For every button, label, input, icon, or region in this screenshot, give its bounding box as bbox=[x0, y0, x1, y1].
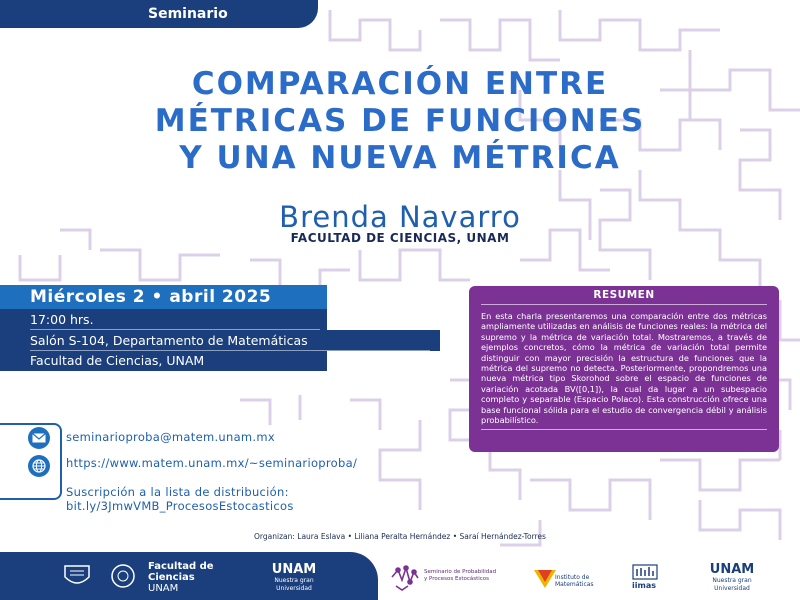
unam-logo bbox=[258, 563, 330, 593]
speaker-name: Brenda Navarro bbox=[279, 200, 521, 234]
divider bbox=[481, 429, 767, 430]
event-time: 17:00 hrs. bbox=[0, 309, 327, 330]
seminar-logo-text bbox=[424, 569, 496, 583]
seminar-logo-line-2: y Procesos Estocásticos bbox=[424, 576, 490, 582]
summary-box bbox=[469, 286, 779, 452]
speaker-affiliation: FACULTAD DE CIENCIAS, UNAM bbox=[290, 231, 510, 245]
globe-icon bbox=[28, 455, 50, 477]
mailing-list bbox=[66, 485, 294, 513]
instituto-line-1: Instituto de bbox=[555, 574, 590, 581]
event-date: Miércoles 2 • abril 2025 bbox=[0, 285, 327, 309]
seminar-logo-icon bbox=[388, 560, 422, 594]
facultad-line-2: Ciencias bbox=[148, 572, 195, 583]
seminar-tag: Seminario bbox=[0, 0, 318, 28]
unam-wordmark-right: UNAM bbox=[709, 562, 755, 577]
talk-title bbox=[0, 66, 800, 177]
summary-text: En esta charla presentaremos una comparación entre dos métricas ampliamente utilizadas en análisis de funciones reales: la métrica del supremo y la métrica de variación total. Mostraremos, a través de ejemplos concretos, cómo la métrica de variación total permite distinguir con mayor precisión la estructura de funciones que la métrica del supremo no detecta. Posteriormente, propondremos una nueva métrica tipo Skorohod sobre el espacio de funciones de variación acotada BV([0,1]), la cual da lugar a un subespacio completo y separable (Espacio Polaco). Esta construcción ofrece una base funcional sólida para el estudio de convergencia débil y análisis probabilístico. bbox=[481, 311, 767, 426]
facultad-crest-icon bbox=[106, 563, 140, 589]
unam-tagline-right: Nuestra gran Universidad bbox=[712, 577, 752, 592]
iimas-logo-icon bbox=[632, 564, 658, 580]
iimas-logo-text: iimas bbox=[632, 581, 656, 590]
divider bbox=[30, 350, 430, 351]
divider bbox=[30, 329, 320, 330]
event-room: Salón S-104, Departamento de Matemáticas bbox=[0, 330, 440, 351]
summary-title: RESUMEN bbox=[481, 289, 767, 305]
envelope-icon bbox=[28, 427, 50, 449]
instituto-line-2: Matemáticas bbox=[555, 581, 594, 588]
title-line-1: COMPARACIÓN ENTRE bbox=[191, 66, 609, 102]
mailing-list-label: Suscripción a la lista de distribución: bbox=[66, 485, 289, 499]
contact-email[interactable]: seminarioproba@matem.unam.mx bbox=[66, 430, 275, 444]
title-line-3: Y UNA NUEVA MÉTRICA bbox=[179, 140, 621, 176]
title-line-2: MÉTRICAS DE FUNCIONES bbox=[154, 103, 646, 139]
contact-website[interactable]: https://www.matem.unam.mx/~seminarioproba/ bbox=[66, 456, 358, 470]
unam-logo-right bbox=[700, 563, 764, 593]
facultad-line-1: Facultad de bbox=[148, 561, 214, 572]
facultad-line-3: UNAM bbox=[148, 583, 179, 594]
facultad-logo bbox=[148, 561, 214, 594]
organizers: Organizan: Laura Eslava • Liliana Peralta Hernández • Saraí Hernández-Torres bbox=[254, 532, 546, 541]
instituto-logo-text bbox=[555, 574, 594, 588]
unam-tagline: Nuestra gran Universidad bbox=[274, 577, 314, 592]
mailing-list-link[interactable]: bit.ly/3JmwVMB_ProcesosEstocasticos bbox=[66, 499, 294, 513]
unam-crest-icon bbox=[62, 563, 92, 589]
seminar-logo-line-1: Seminario de Probabilidad bbox=[424, 569, 497, 575]
unam-wordmark: UNAM bbox=[271, 562, 317, 577]
event-place: Facultad de Ciencias, UNAM bbox=[0, 350, 327, 371]
logo-footer bbox=[0, 552, 800, 600]
